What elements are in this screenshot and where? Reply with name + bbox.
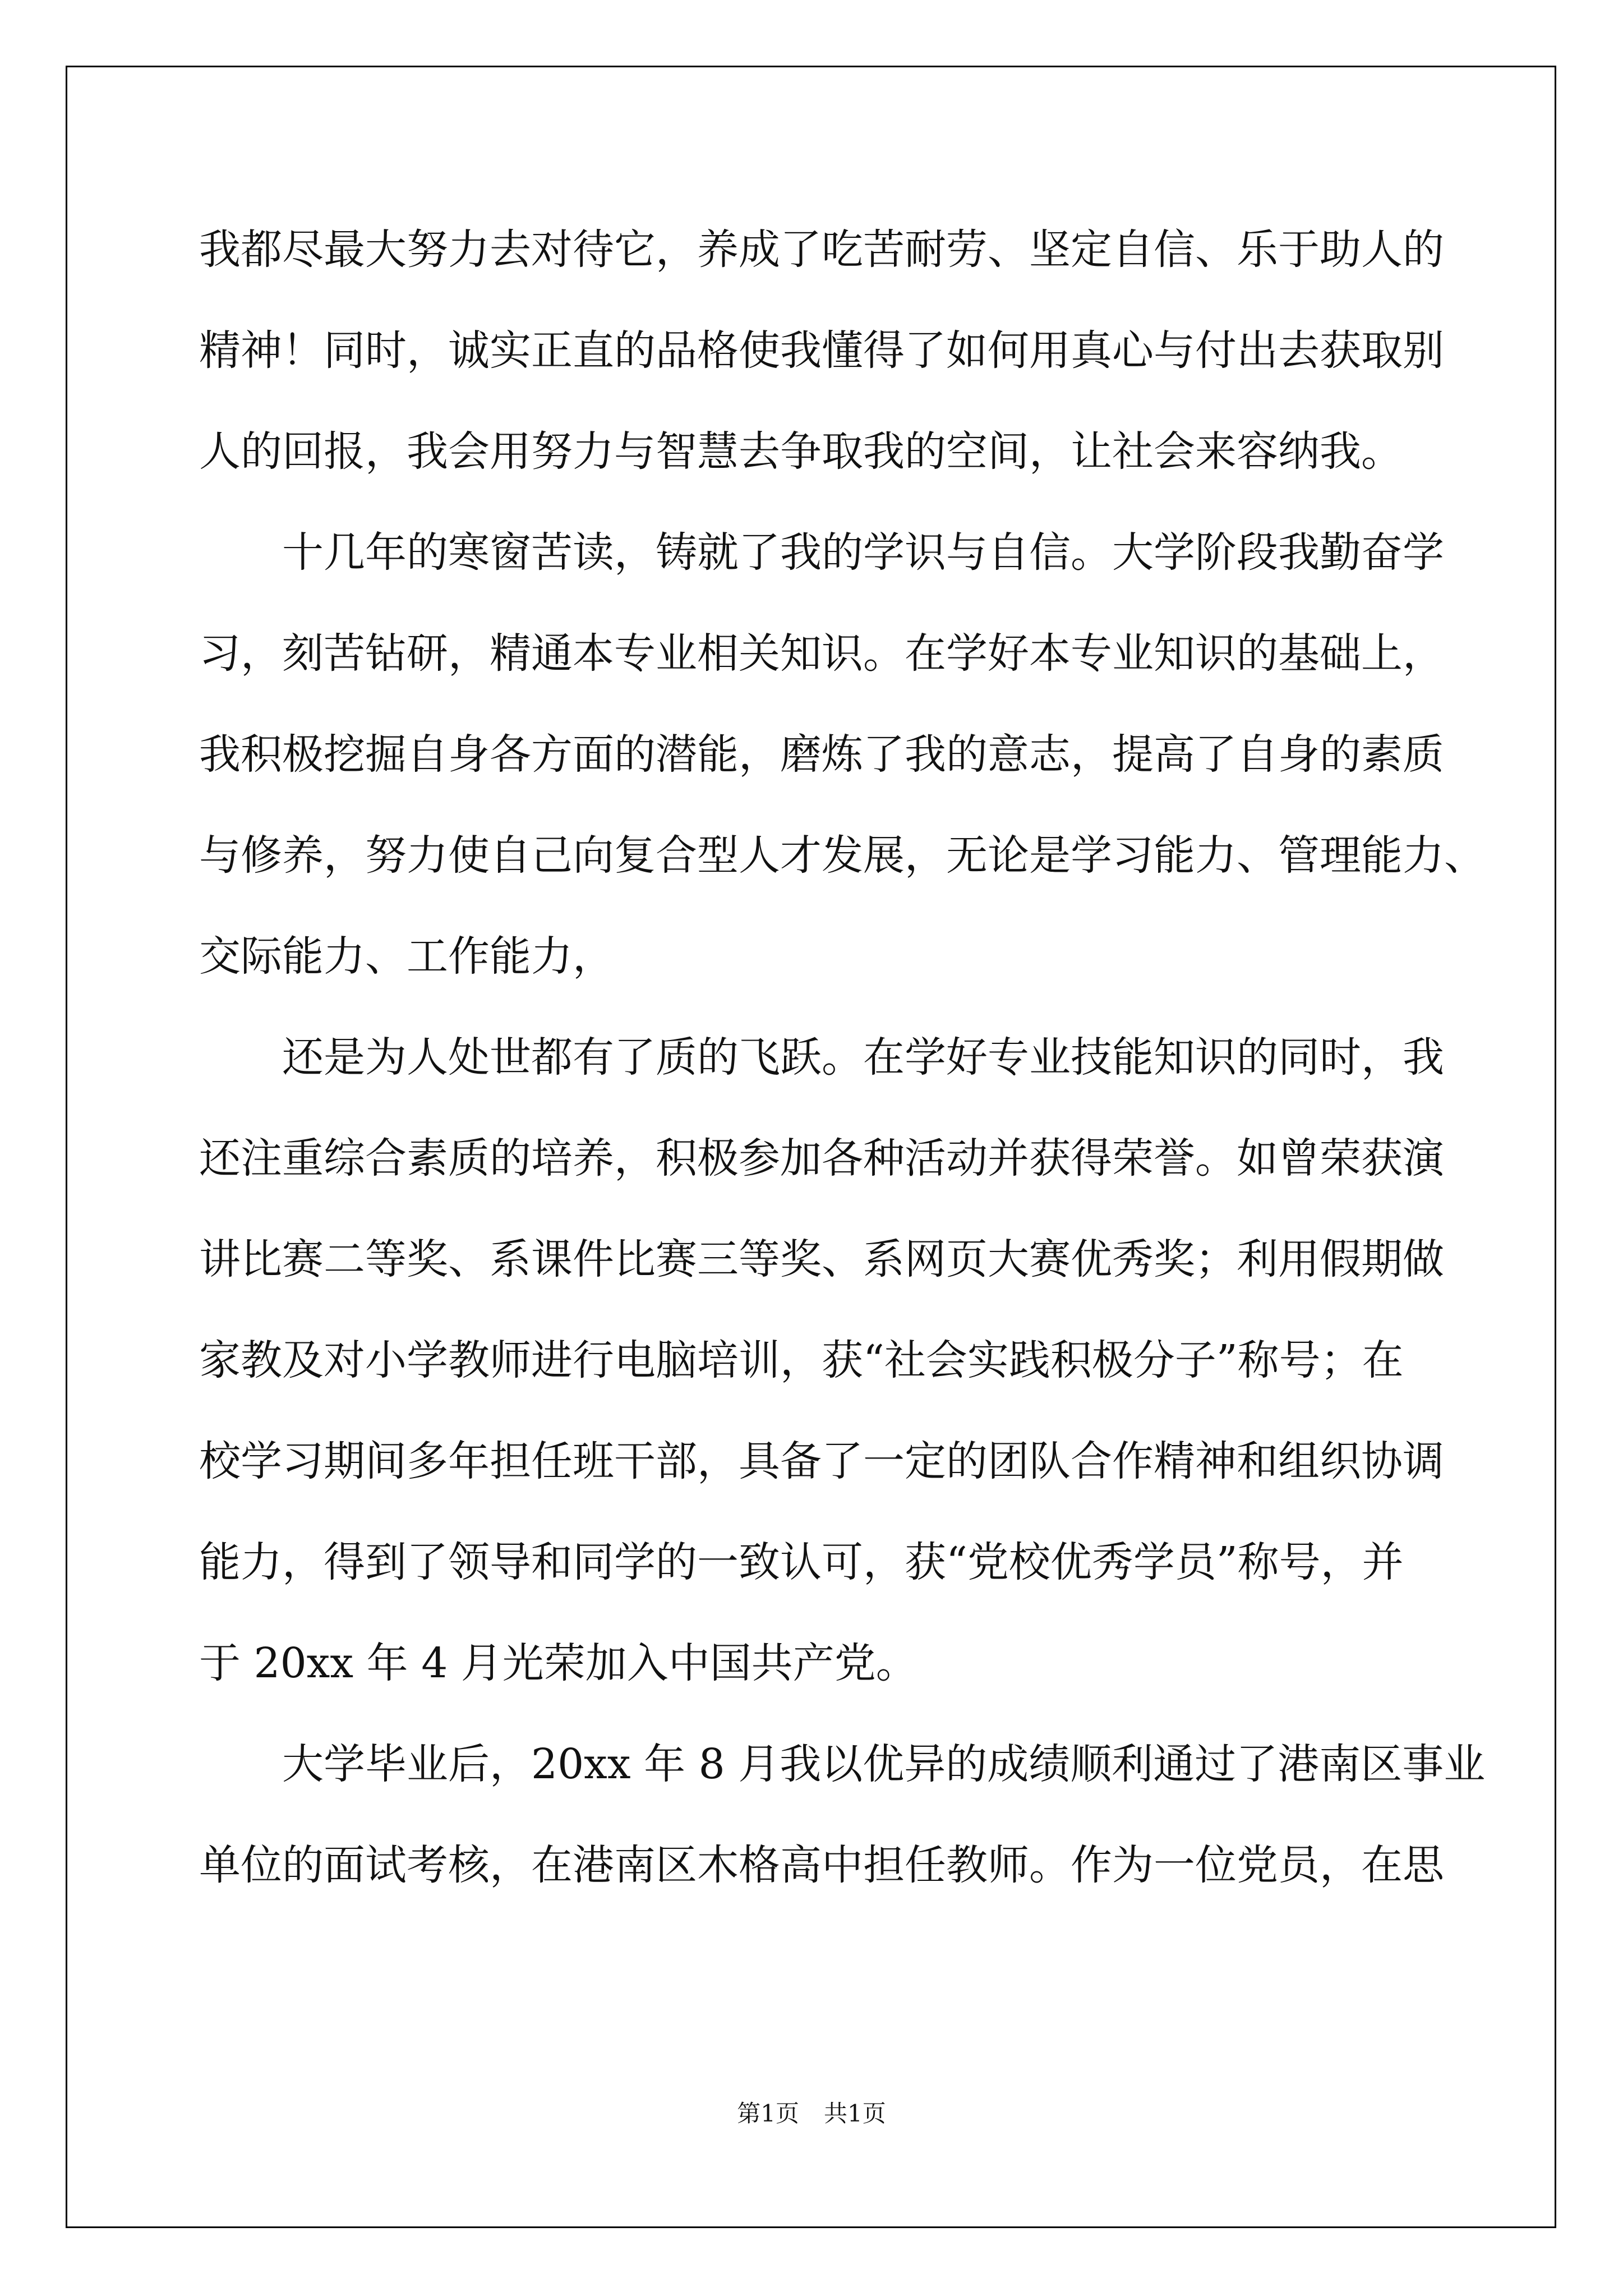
text-line: 精神！同时，诚实正直的品格使我懂得了如何用真心与付出去获取别 <box>199 326 1444 375</box>
paragraph-start-line: 大学毕业后，20xx 年 8 月我以优异的成绩顺利通过了港南区事业 <box>282 1740 1486 1788</box>
text-line: 我积极挖掘自身各方面的潜能，磨炼了我的意志，提高了自身的素质 <box>199 730 1444 779</box>
page-footer <box>0 2095 1623 2129</box>
page-total: 共1页 <box>824 2100 886 2127</box>
text-line: 我都尽最大努力去对待它，养成了吃苦耐劳、坚定自信、乐于助人的 <box>199 226 1444 274</box>
text-line: 校学习期间多年担任班干部，具备了一定的团队合作精神和组织协调 <box>199 1437 1444 1485</box>
text-line: 还注重综合素质的培养，积极参加各种活动并获得荣誉。如曾荣获演 <box>199 1134 1444 1182</box>
text-line: 家教及对小学教师进行电脑培训，获“社会实践积极分子”称号；在 <box>199 1336 1404 1384</box>
text-line: 于 20xx 年 4 月光荣加入中国共产党。 <box>199 1639 917 1687</box>
page-number: 第1页 <box>737 2100 799 2127</box>
text-line: 习，刻苦钻研，精通本专业相关知识。在学好本专业知识的基础上， <box>199 629 1444 678</box>
text-line: 能力，得到了领导和同学的一致认可，获“党校优秀学员”称号，并 <box>199 1538 1404 1586</box>
document-body <box>199 199 1486 1916</box>
paragraph-start-line: 还是为人处世都有了质的飞跃。在学好专业技能知识的同时，我 <box>282 1033 1444 1082</box>
text-line: 讲比赛二等奖、系课件比赛三等奖、系网页大赛优秀奖；利用假期做 <box>199 1235 1444 1283</box>
text-line: 单位的面试考核，在港南区木格高中担任教师。作为一位党员，在思 <box>199 1841 1444 1889</box>
text-line: 与修养，努力使自己向复合型人才发展，无论是学习能力、管理能力、 <box>199 831 1486 880</box>
text-line: 人的回报，我会用努力与智慧去争取我的空间，让社会来容纳我。 <box>199 427 1403 476</box>
paragraph-start-line: 十几年的寒窗苦读，铸就了我的学识与自信。大学阶段我勤奋学 <box>282 528 1444 577</box>
text-line: 交际能力、工作能力， <box>199 932 614 981</box>
